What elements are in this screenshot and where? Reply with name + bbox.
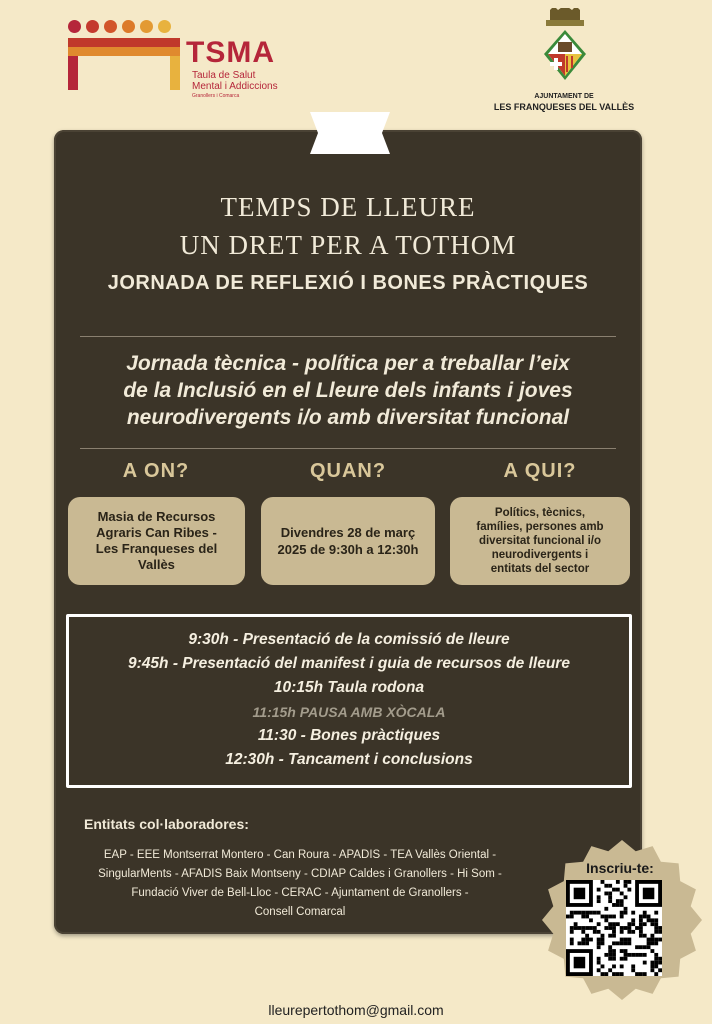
- ajuntament-name: AJUNTAMENT DE LES FRANQUESES DEL VALLÈS: [493, 93, 635, 112]
- collaborators-list: EAP - EEE Montserrat Montero - Can Roura - APADIS - TEA Vallès Oriental - SingularMents - AFADIS Baix Montseny - CDIAP Caldes i Granollers - Hi Som - Fundació Viver de Bell-Lloc - CERAC - Ajuntament de Granollers - Consell Comarcal: [98, 849, 502, 918]
- event-title-line2: UN DRET PER A TOTHOM: [179, 230, 517, 260]
- signup-label: Inscriu-te:: [586, 860, 654, 876]
- logo-dot: [122, 20, 135, 33]
- logo-dot: [104, 20, 117, 33]
- where-heading: A ON?: [122, 460, 190, 482]
- tsma-subtitle: Taula de Salut Mental i Addiccions: [192, 70, 278, 92]
- agenda-item: 9:45h - Presentació del manifest i guia de recursos de lleure: [128, 655, 570, 672]
- who-heading: A QUI?: [503, 460, 577, 482]
- logo-dot: [158, 20, 171, 33]
- agenda-item-pause: 11:15h PAUSA AMB XÒCALA: [252, 704, 446, 720]
- ajuntament-crest-icon: [540, 8, 590, 88]
- panel-tab-decoration: [310, 112, 390, 154]
- agenda-item: 12:30h - Tancament i conclusions: [225, 751, 473, 768]
- agenda-item: 11:30 - Bones pràctiques: [257, 727, 441, 744]
- contact-email[interactable]: lleurepertothom@gmail.com: [268, 1002, 444, 1018]
- tsma-name: TSMA: [186, 36, 275, 69]
- logo-dot: [140, 20, 153, 33]
- tsma-logo-dots: [68, 20, 180, 34]
- when-heading: QUAN?: [309, 460, 387, 482]
- divider: [80, 448, 616, 449]
- agenda-item: 10:15h Taula rodona: [273, 679, 425, 696]
- event-title-line1: TEMPS DE LLEURE: [220, 192, 476, 222]
- logo-dot: [86, 20, 99, 33]
- tsma-logo-mark: [68, 38, 180, 90]
- agenda-item: 9:30h - Presentació de la comissió de lleure: [188, 631, 510, 648]
- collaborators-title: Entitats col·laboradores:: [84, 816, 249, 832]
- event-subtitle: JORNADA DE REFLEXIÓ I BONES PRÀCTIQUES: [107, 272, 589, 294]
- logo-dot: [68, 20, 81, 33]
- tsma-subtitle-small: Granollers i Comarca: [192, 93, 240, 99]
- qr-code-icon[interactable]: [566, 880, 662, 976]
- event-description: Jornada tècnica - política per a treballar l’eix de la Inclusió en el Lleure dels infants i joves neurodivergents i/o amb diversitat funcional: [123, 352, 573, 429]
- where-card: Masia de Recursos Agraris Can Ribes - Les Franqueses del Vallès: [68, 497, 245, 585]
- agenda-box: [66, 614, 632, 788]
- divider: [80, 336, 616, 337]
- when-card: Divendres 28 de març 2025 de 9:30h a 12:30h: [261, 497, 435, 585]
- who-card: Polítics, tècnics, famílies, persones amb diversitat funcional i/o neurodivergents i entitats del sector: [450, 497, 630, 585]
